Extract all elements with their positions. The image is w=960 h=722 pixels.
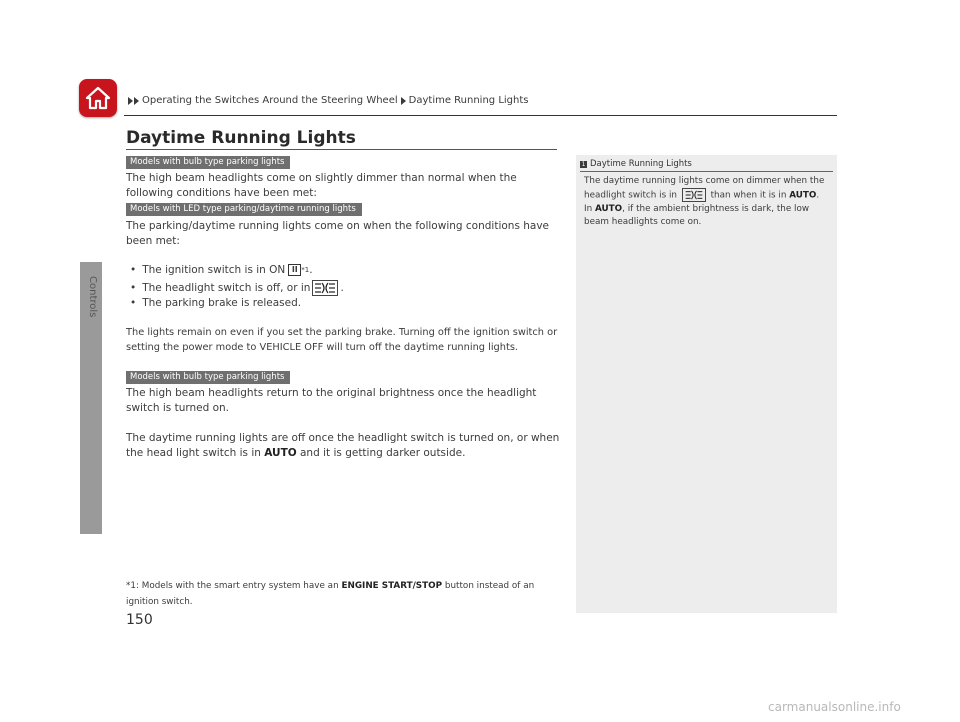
breadcrumb-arrow-icon: [401, 97, 406, 105]
home-button[interactable]: [79, 79, 117, 117]
title-divider: [126, 149, 557, 150]
paragraph-led: The parking/daytime running lights come on when the following conditions have been met:: [126, 220, 550, 247]
model-tag-bulb: Models with bulb type parking lights: [126, 371, 290, 384]
page-number: 150: [126, 612, 153, 628]
paragraph-return-brightness: The high beam headlights return to the original brightness once the headlight switch is turned on.: [126, 387, 537, 414]
breadcrumb-item-switches[interactable]: Operating the Switches Around the Steering Wheel: [142, 95, 398, 106]
page-title: Daytime Running Lights: [126, 128, 356, 148]
info-icon: 1: [581, 160, 586, 168]
paragraph-bulb: The high beam headlights come on slightly dimmer than normal when the following conditions have been met:: [126, 172, 517, 199]
footnote-ref: *1: [301, 266, 310, 274]
sidebar-label: Controls: [87, 276, 98, 318]
breadcrumb-arrow-icon: [128, 97, 133, 105]
list-item: • The parking brake is released.: [130, 297, 302, 309]
model-tag-bulb: Models with bulb type parking lights: [126, 156, 290, 169]
footnote: *1: Models with the smart entry system have an ENGINE START/STOP button instead of an ignition switch.: [126, 581, 535, 607]
breadcrumb-arrow-icon: [134, 97, 139, 105]
watermark: carmanualsonline.info: [768, 700, 901, 714]
paragraph-remain-on: The lights remain on even if you set the parking brake. Turning off the ignition switch or setting the power mode to VEHICLE OFF will turn off the daytime running lights.: [126, 327, 558, 353]
note-panel: [576, 155, 837, 613]
daytime-running-light-icon: [682, 188, 706, 202]
header-divider: [124, 115, 837, 116]
paragraph-lights-off: The daytime running lights are off once the headlight switch is turned on, or when the head light switch is in AUTO and it is getting darker outside.: [126, 432, 560, 459]
breadcrumb: [128, 95, 532, 106]
list-item: • The headlight switch is off, or in .: [130, 282, 344, 294]
home-icon: [85, 86, 111, 110]
note-body: The daytime running lights come on dimmer when the headlight switch is in than when it is in AUTO. In AUTO, if the ambient brightness is dark, the low beam headlights come on.: [584, 176, 825, 227]
note-heading[interactable]: 1 Daytime Running Lights: [580, 157, 833, 172]
daytime-running-light-icon: [312, 280, 338, 296]
list-item: • The ignition switch is in ON II *1 .: [130, 264, 313, 276]
breadcrumb-item-drl[interactable]: Daytime Running Lights: [408, 95, 529, 106]
model-tag-led: Models with LED type parking/daytime running lights: [126, 203, 362, 216]
ignition-position-ii-icon: II: [288, 264, 301, 276]
